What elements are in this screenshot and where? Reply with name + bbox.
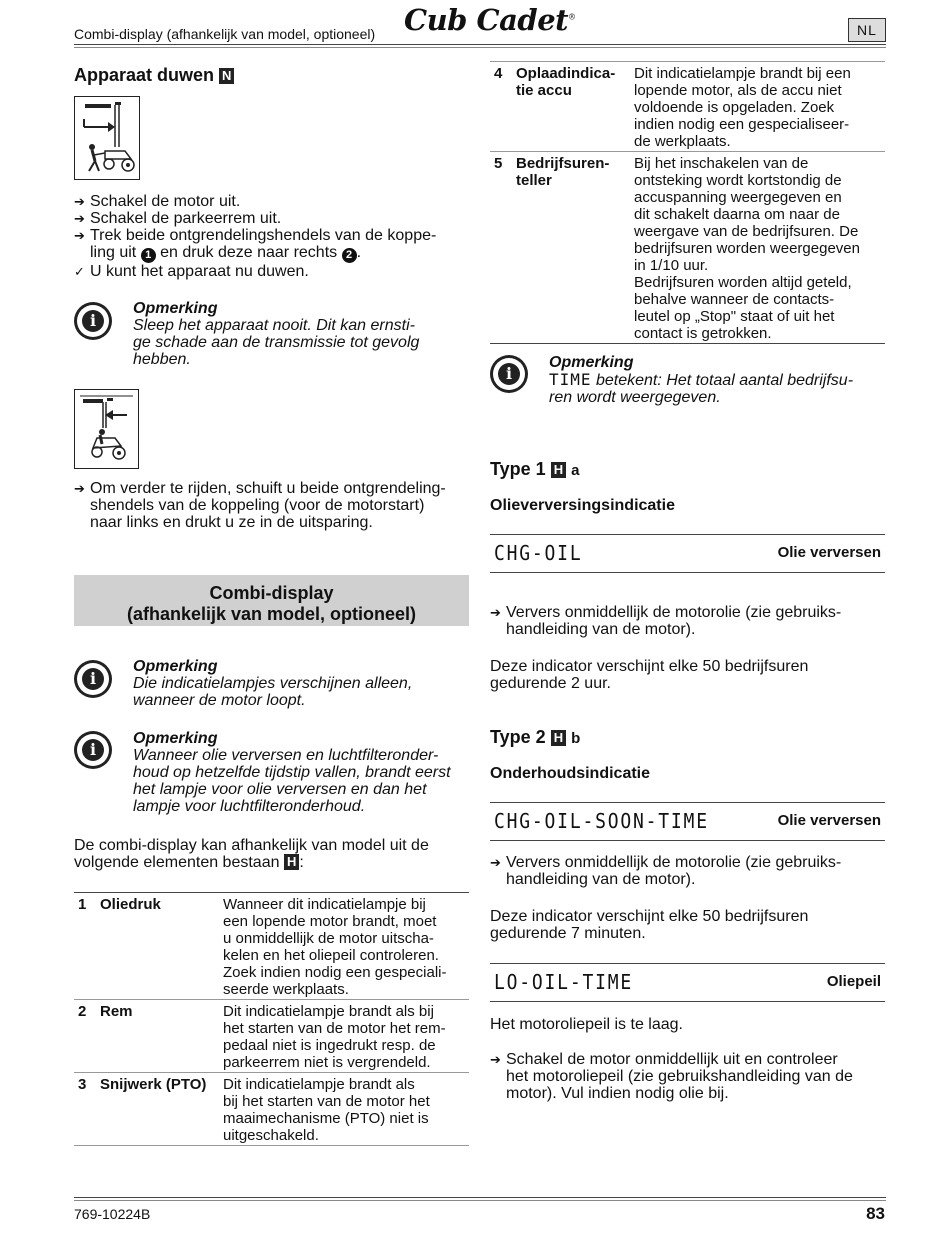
section-title-box: Combi-display (afhankelijk van model, optioneel): [74, 575, 469, 626]
list-item: ➔ Trek beide ontgrendelingshendels van de koppe- ling uit 1 en druk deze naar rechts 2 .: [74, 227, 437, 261]
arrow-icon: ➔: [74, 228, 85, 243]
table-row: 2 Rem Dit indicatielampje brandt als bij het starten van de motor het rem- pedaal niet is ingedrukt resp. de parkeerrem niet is vergrendeld.: [74, 1000, 469, 1073]
note-3: Opmerking Wanneer olie verversen en luchtfilteronder- houd op hetzelfde tijdstip vallen, brandt eerst het lampje voor olie verversen en dan het lampje voor luchtfilteronderhoud.: [133, 730, 451, 815]
result-item: ✓ U kunt het apparaat nu duwen.: [74, 263, 309, 280]
callout-number: 2: [342, 248, 357, 263]
lo-instruction: [490, 1051, 885, 1102]
table-row: 1 Oliedruk Wanneer dit indicatielampje bij een lopende motor brandt, moet u onmiddellijk de motor uitscha- kelen en het oliepeil controleren. Zoek indien nodig een gespeciali- seerde werkplaats.: [74, 893, 469, 1000]
header-rule: [74, 47, 886, 48]
header-rule: [74, 44, 886, 45]
drive-instruction: [74, 480, 474, 531]
section-heading: Apparaat duwen N: [74, 65, 234, 86]
list-item: ➔ Schakel de parkeerrem uit.: [74, 210, 282, 227]
footer-rule: [74, 1197, 886, 1198]
lcd-text: CHG-OIL-SOON-TIME: [494, 809, 709, 833]
type2-text: Deze indicator verschijnt elke 50 bedrijfsuren gedurende 7 minuten.: [490, 908, 809, 942]
type1-instruction: [490, 604, 885, 638]
lo-text: Het motoroliepeil is te laag.: [490, 1016, 683, 1033]
elements-table-left: [74, 892, 469, 1146]
arrow-icon: ➔: [490, 1052, 501, 1067]
arrow-icon: ➔: [74, 211, 85, 226]
info-icon: i: [74, 302, 112, 340]
doc-number: 769-10224B: [74, 1206, 151, 1222]
intro-text: De combi-display kan afhankelijk van model uit de volgende elementen bestaan H :: [74, 837, 429, 871]
footer-rule: [74, 1200, 886, 1201]
callout-number: 1: [141, 248, 156, 263]
type2-instruction: [490, 854, 885, 888]
elements-table-right: [490, 61, 885, 344]
list-item: ➔ Schakel de motor onmiddellijk uit en controleer het motoroliepeil (zie gebruikshandleiding van de motor). Vul indien nodig olie bij.: [490, 1051, 853, 1102]
running-header: Combi-display (afhankelijk van model, optioneel): [74, 26, 376, 42]
type1-subheading: Olieverversingsindicatie: [490, 497, 675, 514]
list-item: ➔ Schakel de motor uit.: [74, 193, 241, 210]
display-row-chg-oil: CHG-OIL Olie verversen: [490, 534, 885, 573]
note-1: Opmerking Sleep het apparaat nooit. Dit kan ernsti- ge schade aan de transmissie tot gevolg hebben.: [133, 300, 420, 368]
figure-badge: H: [284, 854, 299, 870]
display-row-lo-oil: LO-OIL-TIME Oliepeil: [490, 963, 885, 1002]
note-2: Opmerking Die indicatielampjes verschijnen alleen, wanneer de motor loopt.: [133, 658, 413, 709]
table-row: 3 Snijwerk (PTO) Dit indicatielampje brandt als bij het starten van de motor het maaimechanisme (PTO) niet is uitgeschakeld.: [74, 1073, 469, 1146]
lcd-text: LO-OIL-TIME: [494, 970, 634, 994]
arrow-icon: ➔: [490, 855, 501, 870]
figure-badge: H: [551, 730, 566, 746]
info-icon: i: [490, 355, 528, 393]
page-number: 83: [866, 1204, 885, 1223]
list-item: ➔ Om verder te rijden, schuift u beide ontgrendeling- shendels van de koppeling (voor de motorstart) naar links en drukt u ze in de uitsparing.: [74, 480, 446, 531]
display-row-chg-oil-soon: CHG-OIL-SOON-TIME Olie verversen: [490, 802, 885, 841]
brand-logo: Cub Cadet®: [404, 3, 576, 37]
type2-heading: Type 2 H b: [490, 727, 581, 747]
push-steps: [74, 193, 469, 280]
lcd-text: CHG-OIL: [494, 541, 583, 565]
figure-badge: H: [551, 462, 566, 478]
type2-subheading: Onderhoudsindicatie: [490, 765, 651, 782]
info-icon: i: [74, 731, 112, 769]
list-item: ➔ Ververs onmiddellijk de motorolie (zie gebruiks- handleiding van de motor).: [490, 604, 842, 638]
language-badge: NL: [848, 18, 886, 42]
drive-illustration: [74, 389, 139, 469]
type1-text: Deze indicator verschijnt elke 50 bedrijfsuren gedurende 2 uur.: [490, 658, 809, 692]
check-icon: ✓: [74, 264, 85, 279]
lcd-text: TIME: [549, 370, 592, 389]
figure-badge: N: [219, 68, 234, 84]
arrow-icon: ➔: [74, 481, 85, 496]
arrow-icon: ➔: [74, 194, 85, 209]
info-icon: i: [74, 660, 112, 698]
table-row: 4 Oplaadindica- tie accu Dit indicatielampje brandt bij een lopende motor, als de accu niet voldoende is opgeladen. Zoek indien nodig een gespecialiseer- de werkplaats.: [490, 62, 885, 152]
arrow-icon: ➔: [490, 605, 501, 620]
list-item: ➔ Ververs onmiddellijk de motorolie (zie gebruiks- handleiding van de motor).: [490, 854, 842, 888]
table-row: 5 Bedrijfsuren- teller Bij het inschakelen van de ontsteking wordt kortstondig de accuspanning weergegeven en dit schakelt daarna om naar de weergave van de bedrijfsuren. De bedrijfsuren worden weergegeven in 1/10 uur. Bedrijfsuren worden altijd geteld, behalve wanneer de contacts- leutel op „Stop" staat of uit het contact is getrokken.: [490, 152, 885, 344]
note-time: Opmerking TIME betekent: Het totaal aantal bedrijfsu- ren wordt weergegeven.: [549, 354, 854, 406]
type1-heading: Type 1 H a: [490, 459, 580, 479]
push-illustration: [74, 96, 140, 180]
